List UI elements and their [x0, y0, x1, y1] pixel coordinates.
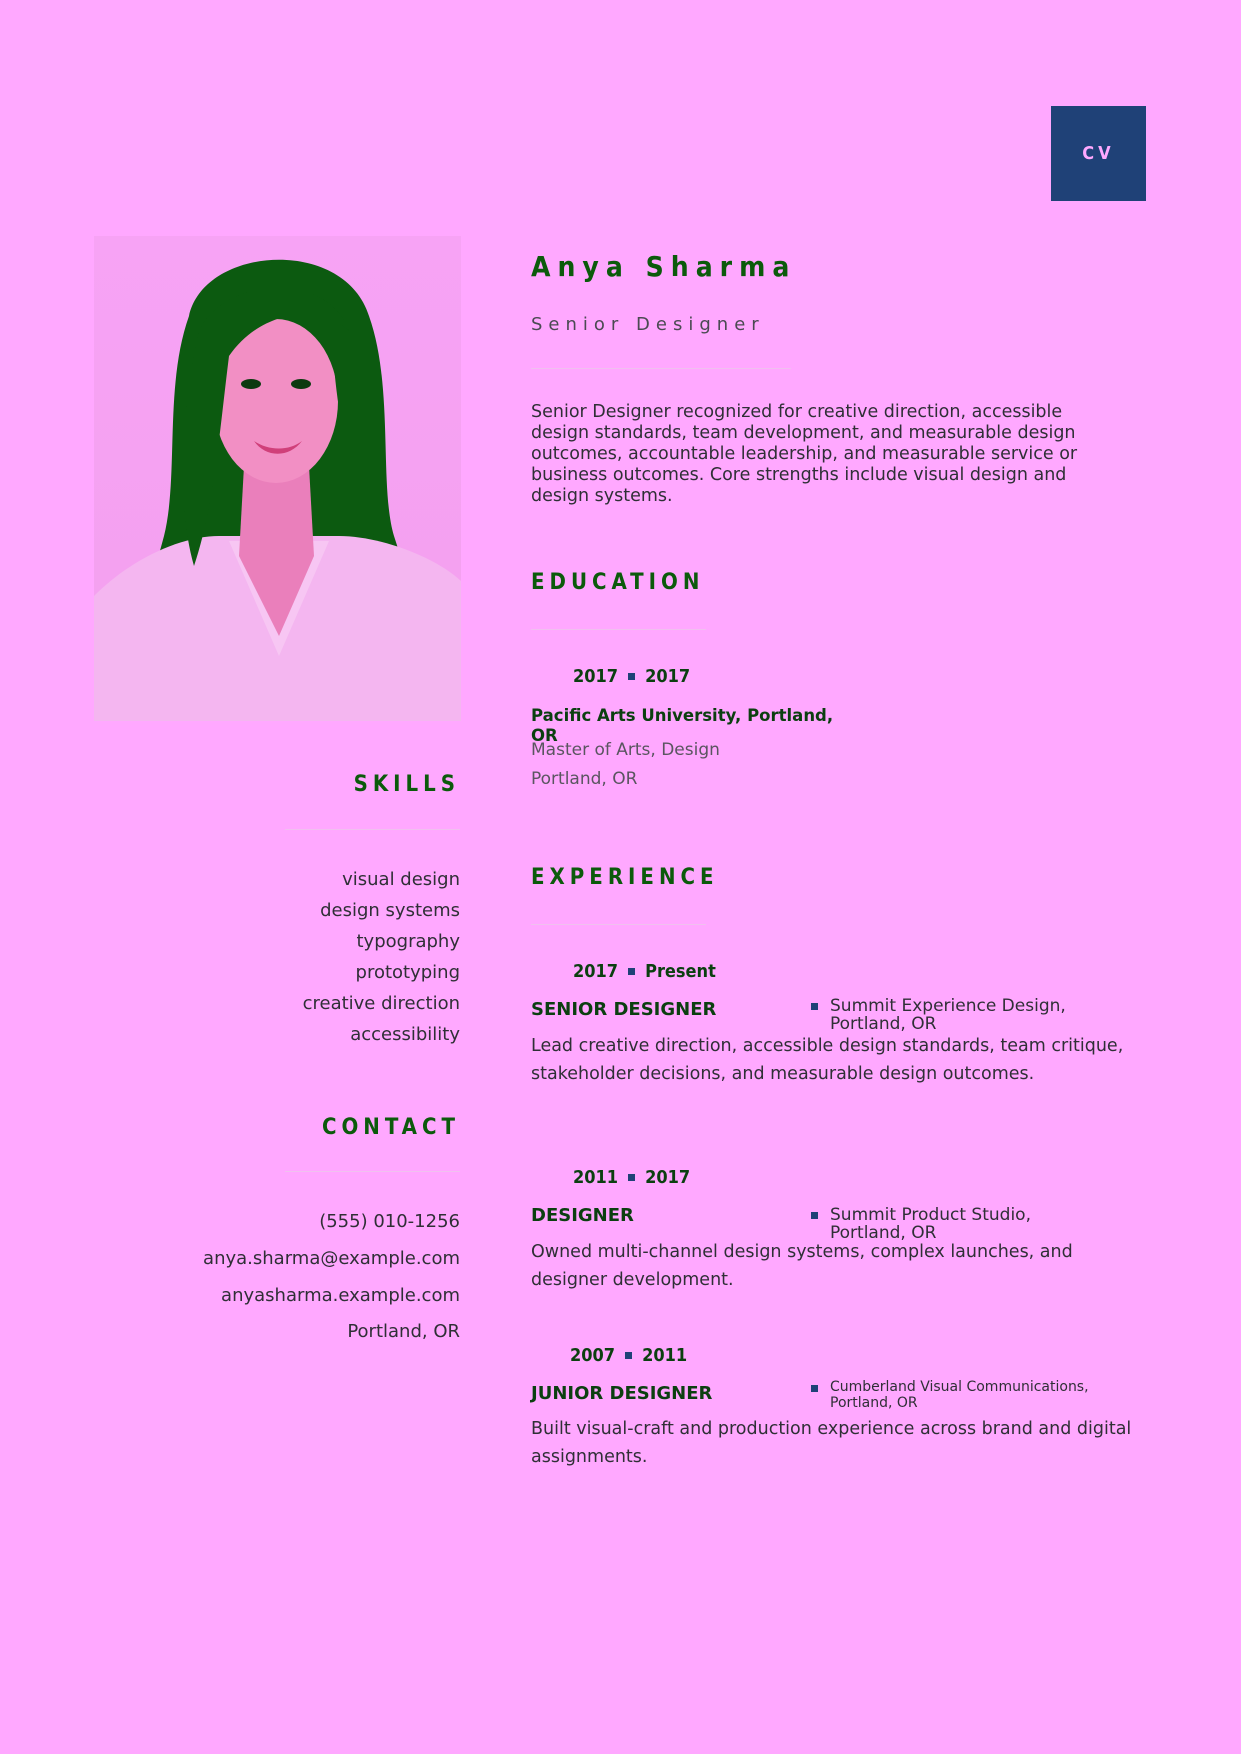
job-description: Lead creative direction, accessible design standards, team critique, stakeholder decisions, and measurable design outcomes. — [531, 1036, 1124, 1084]
contact-heading: CONTACT — [321, 1115, 460, 1140]
job-start: 2017 — [573, 961, 619, 982]
job-role: JUNIOR DESIGNER — [531, 1383, 713, 1404]
job-role: DESIGNER — [531, 1205, 634, 1226]
education-divider — [531, 629, 706, 630]
skill-item: creative direction — [302, 993, 460, 1014]
bullet-icon — [625, 1352, 632, 1359]
job-start: 2011 — [573, 1167, 619, 1188]
portrait-illustration — [94, 236, 461, 721]
profile-summary: Senior Designer recognized for creative direction, accessible design standards, team development, and measurable design outcomes, accountable leadership, and measurable service or business outcomes. Core strengths include visual design and design systems. — [531, 402, 1078, 506]
bullet-icon — [811, 1212, 818, 1219]
bullet-icon — [811, 1003, 818, 1010]
job-period — [573, 961, 716, 982]
job-company — [811, 1205, 1101, 1243]
experience-divider — [531, 924, 706, 925]
profile-photo — [94, 236, 461, 721]
job-start: 2007 — [570, 1345, 616, 1366]
skill-item: prototyping — [355, 962, 460, 983]
education-heading: EDUCATION — [531, 570, 705, 595]
job-description: Owned multi-channel design systems, complex launches, and designer development. — [531, 1242, 1073, 1290]
job-end: Present — [645, 961, 716, 982]
contact-email[interactable]: anya.sharma@example.com — [203, 1248, 460, 1269]
cv-badge: CV — [1051, 106, 1146, 201]
job-company-text: Summit Experience Design, Portland, OR — [830, 996, 1066, 1034]
job-company-text: Cumberland Visual Communications, Portland, OR — [830, 1379, 1089, 1411]
job-company-text: Summit Product Studio, Portland, OR — [830, 1205, 1031, 1243]
job-period — [570, 1345, 687, 1366]
job-company — [811, 1379, 1101, 1413]
skill-item: typography — [356, 931, 460, 952]
profile-title: Senior Designer — [531, 314, 765, 335]
job-end: 2011 — [642, 1345, 688, 1366]
education-start: 2017 — [573, 666, 619, 687]
contact-divider — [285, 1171, 460, 1172]
bullet-icon — [628, 968, 635, 975]
contact-website[interactable]: anyasharma.example.com — [221, 1285, 460, 1306]
skills-heading: SKILLS — [353, 772, 460, 797]
education-end: 2017 — [645, 666, 691, 687]
education-degree: Master of Arts, Design — [531, 740, 720, 760]
skill-item: visual design — [342, 869, 460, 890]
bullet-icon — [811, 1385, 818, 1392]
education-school: Pacific Arts University, Portland, OR — [531, 706, 834, 745]
skill-item: accessibility — [350, 1024, 460, 1045]
experience-heading: EXPERIENCE — [531, 865, 719, 890]
education-period — [573, 666, 690, 687]
skill-item: design systems — [320, 900, 460, 921]
contact-phone: (555) 010-1256 — [319, 1211, 460, 1232]
bullet-icon — [628, 673, 635, 680]
bullet-icon — [628, 1174, 635, 1181]
job-end: 2017 — [645, 1167, 691, 1188]
job-role: SENIOR DESIGNER — [531, 999, 717, 1020]
job-period — [573, 1167, 690, 1188]
education-location: Portland, OR — [531, 769, 638, 789]
skills-divider — [285, 829, 460, 830]
profile-name: Anya Sharma — [531, 250, 797, 283]
job-company — [811, 996, 1101, 1034]
title-divider — [531, 368, 791, 369]
job-description: Built visual-craft and production experience across brand and digital assignments. — [531, 1419, 1132, 1467]
contact-location: Portland, OR — [347, 1321, 460, 1342]
